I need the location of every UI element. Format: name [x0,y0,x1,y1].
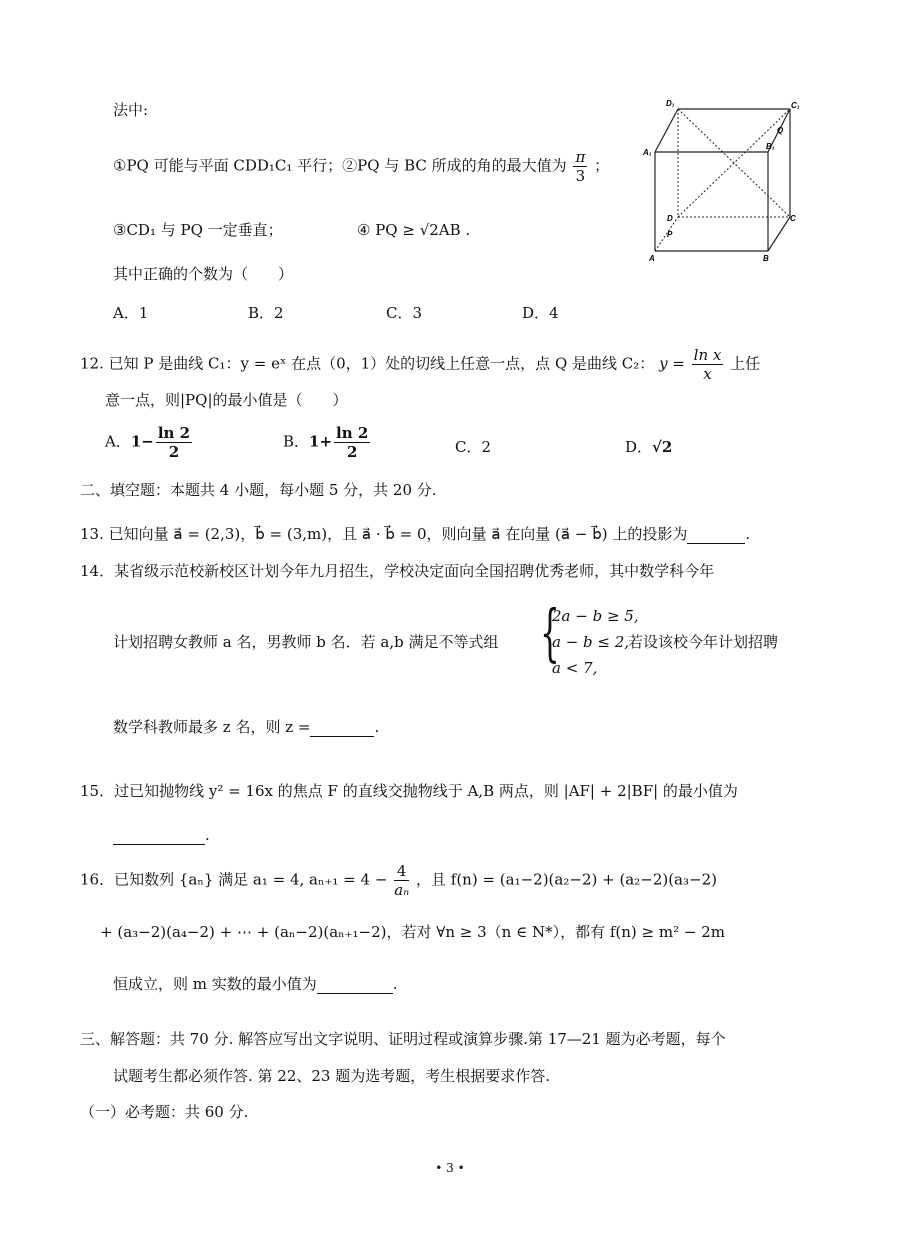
frac-den: x [703,365,712,383]
q12-y-eq: y = [659,354,685,373]
q11-statements-1-2 [113,148,609,185]
q14-line-2b: 若设该校今年计划招聘 [628,633,779,651]
q11-s1-text: ①PQ 可能与平面 CDD₁C₁ 平行；②PQ 与 BC 所成的角的最大值为 [113,156,567,175]
q14-inequality-system [540,596,639,681]
q11-statement-3: ③CD₁ 与 PQ 一定垂直； [113,221,283,239]
label-c1: C₁ [791,101,800,110]
opt-pre: 1− [130,432,154,451]
frac-num: ln 2 [336,424,369,442]
label-b1: B₁ [766,142,775,151]
label-c: C [790,214,796,223]
q16-stem: 16．已知数列 {aₙ} 满足 a₁ = 4, aₙ₊₁ = 4 − [80,870,388,889]
frac-num: π [575,148,586,166]
constraint-3: a < 7, [552,659,598,677]
q14-l3-text: 数学科教师最多 z 名，则 z = [113,718,311,736]
opt-letter: B． [283,432,310,451]
opt-letter: D． [625,438,653,456]
q11-option-c: C．3 [386,304,423,322]
pi-over-3 [573,148,587,185]
q12-line-2: 意一点，则|PQ|的最小值是（ ） [105,391,348,409]
label-b: B [763,254,769,263]
q14-line-3: 数学科教师最多 z 名，则 z = . [113,718,380,736]
opt-val: √2 [652,438,673,456]
q15-answer-blank[interactable] [113,828,205,845]
frac-den: 2 [168,443,180,461]
q11-continuation: 法中: [113,101,149,119]
q12-option-a [105,424,194,461]
label-a1: A₁ [643,148,652,157]
q16-line-1 [80,862,717,899]
q12-option-b [283,424,372,461]
label-q: Q [777,126,784,135]
section-3-line-2: 试题考生都必须作答. 第 22、23 题为选考题，考生根据要求作答. [113,1067,551,1085]
q11-option-d: D．4 [522,304,559,322]
section-2-heading: 二、填空题：本题共 4 小题，每小题 5 分，共 20 分. [80,481,437,499]
edge-bc [768,217,790,251]
q13: 13. 已知向量 a⃗ = (2,3)，b⃗ = (3,m)，且 a⃗ · b⃗ = 0，则向量 a⃗ 在向量 (a⃗ − b⃗) 上的投影为 . [80,525,751,543]
edge-a1d1 [655,109,678,152]
q16-l3-text: 恒成立，则 m 实数的最小值为 [113,975,317,993]
cube-figure [640,95,810,265]
ln2-over-2 [334,424,370,461]
q14-answer-blank[interactable] [310,720,374,737]
page-number: • 3 • [435,1161,465,1175]
opt-pre: 1+ [309,432,333,451]
label-p: P [667,230,673,239]
label-a: A [649,254,655,263]
frac-num: 4 [394,862,409,881]
left-brace: { [540,596,560,669]
q12-line-1 [80,346,760,383]
q14-line-2a: 计划招聘女教师 a 名，男教师 b 名．若 a,b 满足不等式组 [113,633,499,651]
ln2-over-2 [156,424,192,461]
frac-num: ln x [693,346,722,364]
q13-text: 13. 已知向量 a⃗ = (2,3)，b⃗ = (3,m)，且 a⃗ · b⃗ = 0，则向量 a⃗ 在向量 (a⃗ − b⃗) 上的投影为 [80,525,688,543]
q12-tail: 上任 [730,354,761,373]
constraint-2: a − b ≤ 2, [552,633,630,651]
section-3-heading: 三、解答题：共 70 分. 解答应写出文字说明、证明过程或演算步骤.第 17—21 题为必考题，每个 [80,1030,726,1048]
q11-statement-4: ④ PQ ≥ √2AB . [357,221,471,239]
frac-den: 2 [346,443,358,461]
q15-answer-line: . [113,825,210,845]
q11-semicolon: ； [594,156,610,175]
q12-option-c: C．2 [455,438,492,456]
q12-frac-lnx-x [692,346,724,383]
section-3-subheading: （一）必考题：共 60 分. [80,1103,249,1121]
q16-answer-blank[interactable] [317,977,393,994]
q11-option-a: A．1 [113,304,149,322]
constraint-1: 2a − b ≥ 5, [552,607,639,625]
q15: 15．过已知抛物线 y² = 16x 的焦点 F 的直线交抛物线于 A,B 两点，则 |AF| + 2|BF| 的最小值为 [80,782,738,800]
frac-num: ln 2 [157,424,191,442]
q13-answer-blank[interactable] [687,527,745,544]
frac-den: 3 [575,167,586,185]
frac-den: aₙ [394,881,410,899]
label-d1: D₁ [666,99,675,108]
q11-question: 其中正确的个数为（ ） [113,265,294,283]
q16-line-2: + (a₃−2)(a₄−2) + ⋯ + (aₙ−2)(aₙ₊₁−2)，若对 ∀n ≥ 3（n ∈ N*），都有 f(n) ≥ m² − 2m [100,923,725,941]
q11-option-b: B．2 [248,304,284,322]
q12-stem: 12. 已知 P 是曲线 C₁：y = eˣ 在点（0，1）处的切线上任意一点，点 Q 是曲线 C₂： [80,354,655,373]
q16-fn-def: ，且 f(n) = (a₁−2)(a₂−2) + (a₂−2)(a₃−2) [416,870,717,889]
q14-line-1: 14．某省级示范校新校区计划今年九月招生，学校决定面向全国招聘优秀老师，其中数学科今年 [80,562,715,580]
q12-option-d [625,436,672,457]
q16-line-3: 恒成立，则 m 实数的最小值为 . [113,975,398,993]
four-over-an [394,862,409,899]
opt-letter: A． [105,432,131,451]
label-d: D [667,214,673,223]
